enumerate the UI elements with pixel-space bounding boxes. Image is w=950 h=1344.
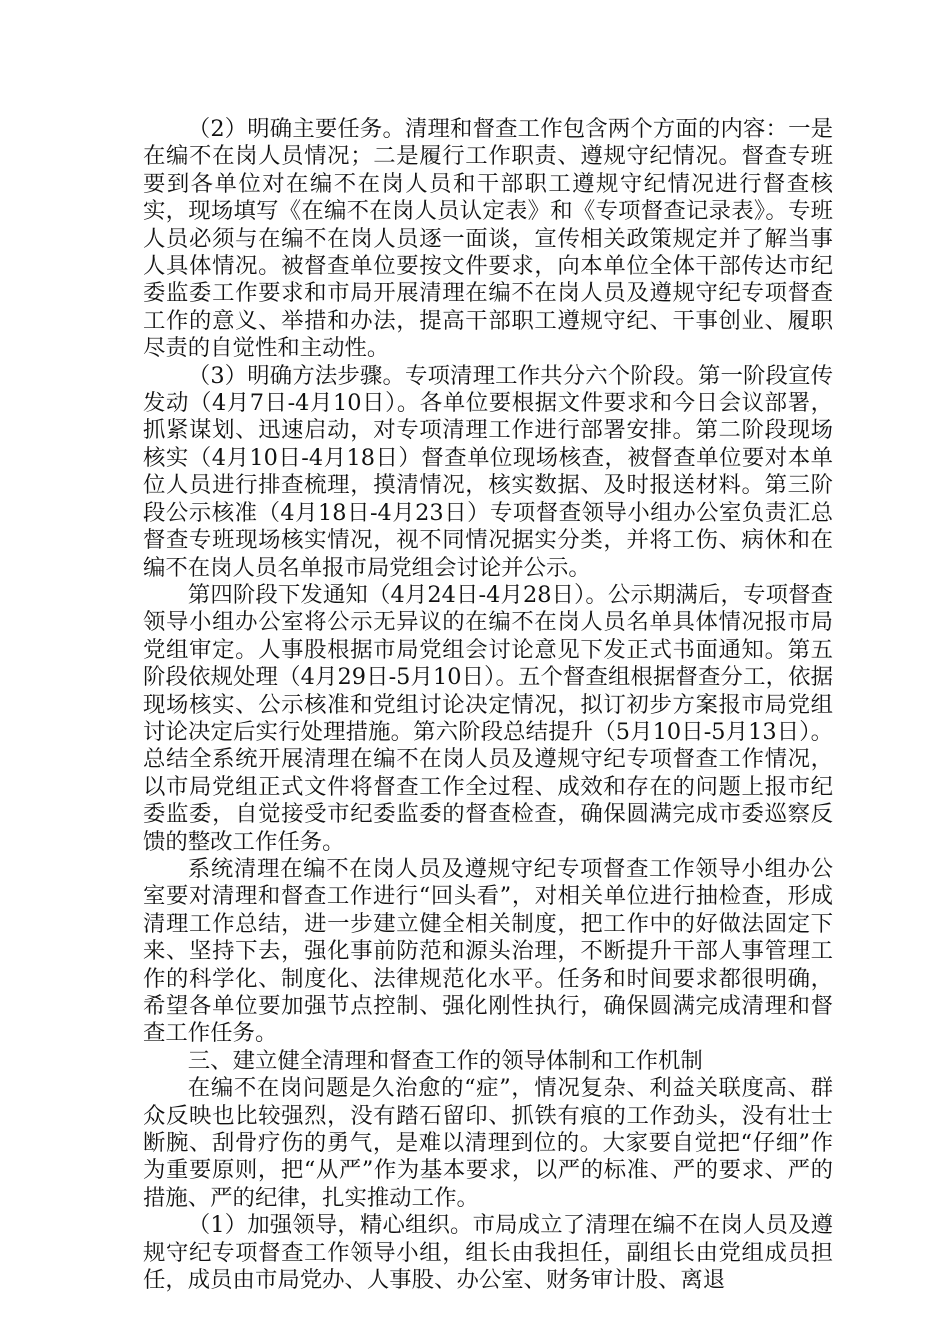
paragraph-problem-statement: 在编不在岗问题是久治愈的“症”，情况复杂、利益关联度高、群众反映也比较强烈，没有踏石留印、抓铁有痕的工作劲头，没有壮士断腕、刮骨疗伤的勇气，是难以清理到位的。大家要自觉把“仔细”作为重要原则，把“从严”作为基本要求，以严的标准、严的要求、严的措施、严的纪律，扎实推动工作。 <box>143 1075 833 1211</box>
paragraph-main-tasks: （2）明确主要任务。清理和督查工作包含两个方面的内容：一是在编不在岗人员情况；二是履行工作职责、遵规守纪情况。督查专班要到各单位对在编不在岗人员和干部职工遵规守纪情况进行督查核实，现场填写《在编不在岗人员认定表》和《专项督查记录表》。专班人员必须与在编不在岗人员逐一面谈，宣传相关政策规定并了解当事人具体情况。被督查单位要按文件要求，向本单位全体干部传达市纪委监委工作要求和市局开展清理在编不在岗人员及遵规守纪专项督查工作的意义、举措和办法，提高干部职工遵规守纪、干事创业、履职尽责的自觉性和主动性。 <box>143 116 833 362</box>
section-heading-three: 三、建立健全清理和督查工作的领导体制和工作机制 <box>187 1047 703 1074</box>
paragraph-method-steps: （3）明确方法步骤。专项清理工作共分六个阶段。第一阶段宣传发动（4月7日-4月10日）。各单位要根据文件要求和今日会议部署，抓紧谋划、迅速启动，对专项清理工作进行部署安排。第二阶段现场核实（4月10日-4月18日）督查单位现场核查，被督查单位要对本单位人员进行排查梳理，摸清情况，核实数据、及时报送材料。第三阶段公示核准（4月18日-4月23日）专项督查领导小组办公室负责汇总督查专班现场核实情况，视不同情况据实分类，并将工伤、病休和在编不在岗人员名单报市局党组会讨论并公示。 <box>143 362 833 581</box>
paragraph-leadership: （1）加强领导，精心组织。市局成立了清理在编不在岗人员及遵规守纪专项督查工作领导小组，组长由我担任，副组长由党组成员担任，成员由市局党办、人事股、办公室、财务审计股、离退 <box>143 1212 833 1294</box>
paragraph-review: 系统清理在编不在岗人员及遵规守纪专项督查工作领导小组办公室要对清理和督查工作进行“回头看”，对相关单位进行抽检查，形成清理工作总结，进一步建立健全相关制度，把工作中的好做法固定下来、坚持下去，强化事前防范和源头治理，不断提升干部人事管理工作的科学化、制度化、法律规范化水平。任务和时间要求都很明确，希望各单位要加强节点控制、强化刚性执行，确保圆满完成清理和督查工作任务。 <box>143 855 833 1047</box>
document-page <box>143 116 833 1294</box>
paragraph-stage-four: 第四阶段下发通知（4月24日-4月28日）。公示期满后，专项督查领导小组办公室将公示无异议的在编不在岗人员名单具体情况报市局党组审定。人事股根据市局党组会讨论意见下发正式书面通知。第五阶段依规处理（4月29日-5月10日）。五个督查组根据督查分工，依据现场核实、公示核准和党组讨论决定情况，拟订初步方案报市局党组讨论决定后实行处理措施。第六阶段总结提升（5月10日-5月13日）。总结全系统开展清理在编不在岗人员及遵规守纪专项督查工作情况，以市局党组正式文件将督查工作全过程、成效和存在的问题上报市纪委监委，自觉接受市纪委监委的督查检查，确保圆满完成市委巡察反馈的整改工作任务。 <box>143 581 833 855</box>
